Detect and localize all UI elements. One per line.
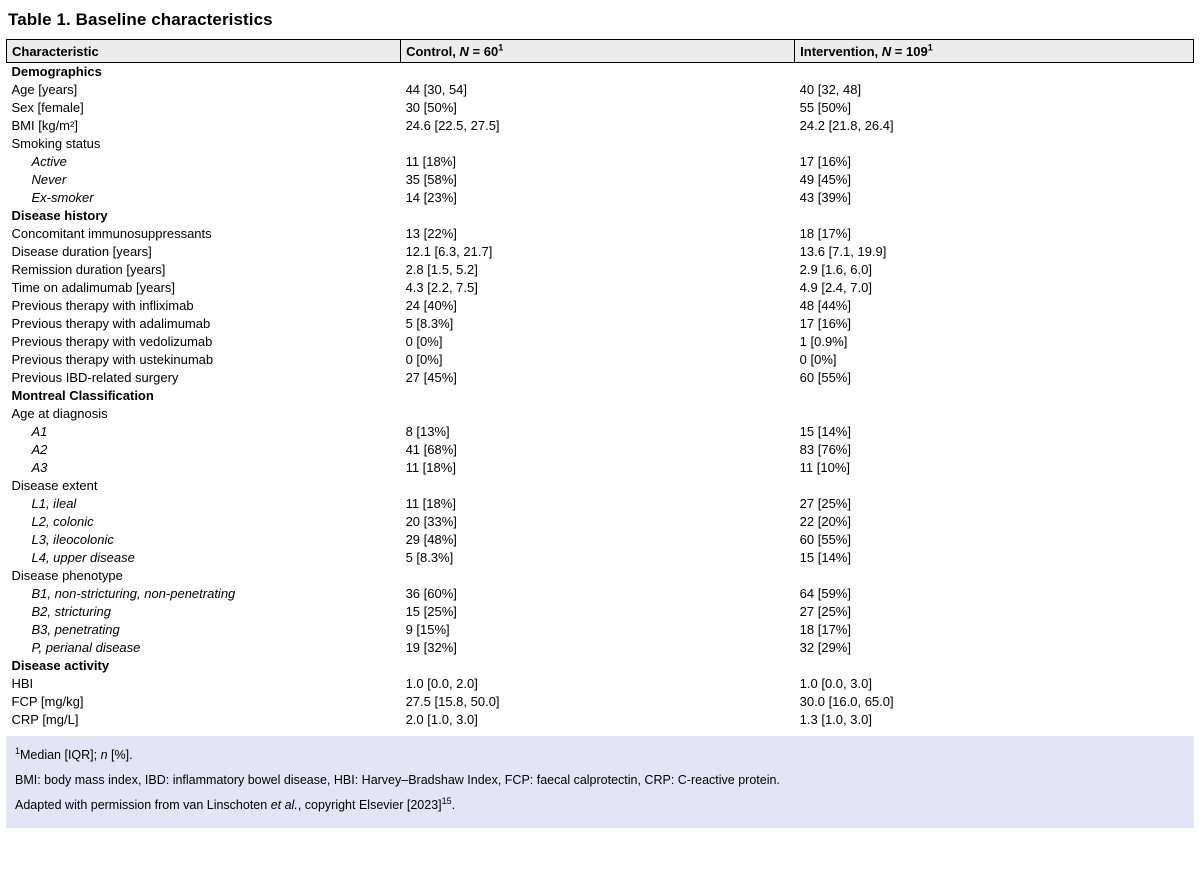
intervention-value: 13.6 [7.1, 19.9] xyxy=(799,244,887,259)
table-row xyxy=(7,387,1194,405)
control-value: 8 [13%] xyxy=(405,424,450,439)
table-row xyxy=(7,279,1194,297)
intervention-value: 40 [32, 48] xyxy=(799,82,862,97)
control-value: 2.8 [1.5, 5.2] xyxy=(405,262,478,277)
table-row xyxy=(7,603,1194,621)
intervention-value: 18 [17%] xyxy=(799,226,851,241)
table-row xyxy=(7,711,1194,729)
row-label: Never xyxy=(31,172,67,187)
table-body xyxy=(7,63,1194,729)
row-label: A2 xyxy=(31,442,48,457)
table-row xyxy=(7,549,1194,567)
row-label: Previous therapy with infliximab xyxy=(11,298,194,313)
table-row xyxy=(7,693,1194,711)
row-label: Remission duration [years] xyxy=(11,262,166,277)
intervention-value: 48 [44%] xyxy=(799,298,851,313)
table-row xyxy=(7,333,1194,351)
table-row xyxy=(7,675,1194,693)
intervention-value: 64 [59%] xyxy=(799,586,851,601)
control-value: 44 [30, 54] xyxy=(405,82,468,97)
control-value: 4.3 [2.2, 7.5] xyxy=(405,280,478,295)
intervention-value: 83 [76%] xyxy=(799,442,851,457)
control-value: 0 [0%] xyxy=(405,334,443,349)
intervention-value xyxy=(795,207,1194,225)
control-value xyxy=(401,567,795,585)
intervention-value: 43 [39%] xyxy=(799,190,851,205)
row-label: Previous therapy with adalimumab xyxy=(11,316,211,331)
table-title: Table 1. Baseline characteristics xyxy=(8,10,273,29)
table-row xyxy=(7,657,1194,675)
control-value: 27.5 [15.8, 50.0] xyxy=(405,694,500,709)
table-row xyxy=(7,315,1194,333)
control-value xyxy=(401,387,795,405)
intervention-value: 1.3 [1.0, 3.0] xyxy=(799,712,872,727)
table-row xyxy=(7,207,1194,225)
control-value: 12.1 [6.3, 21.7] xyxy=(405,244,493,259)
table-row xyxy=(7,531,1194,549)
intervention-value: 32 [29%] xyxy=(799,640,851,655)
control-value xyxy=(401,657,795,675)
control-value: 24.6 [22.5, 27.5] xyxy=(405,118,500,133)
row-label: Previous therapy with vedolizumab xyxy=(11,334,213,349)
row-label: P, perianal disease xyxy=(31,640,141,655)
row-label: Disease activity xyxy=(11,658,110,673)
table-row xyxy=(7,153,1194,171)
intervention-value: 4.9 [2.4, 7.0] xyxy=(799,280,872,295)
control-value: 1.0 [0.0, 2.0] xyxy=(405,676,478,691)
table-row xyxy=(7,81,1194,99)
control-value: 30 [50%] xyxy=(405,100,457,115)
table-header-row xyxy=(7,40,1194,63)
control-value: 36 [60%] xyxy=(405,586,457,601)
table-row xyxy=(7,243,1194,261)
table-row xyxy=(7,189,1194,207)
intervention-value: 24.2 [21.8, 26.4] xyxy=(799,118,894,133)
row-label: A3 xyxy=(31,460,48,475)
footnote-marker: 15 xyxy=(441,795,452,806)
control-value: 35 [58%] xyxy=(405,172,457,187)
intervention-value: 1.0 [0.0, 3.0] xyxy=(799,676,872,691)
row-label: Previous therapy with ustekinumab xyxy=(11,352,214,367)
row-label: A1 xyxy=(31,424,48,439)
control-value: 29 [48%] xyxy=(405,532,457,547)
table-row xyxy=(7,99,1194,117)
intervention-value xyxy=(795,477,1194,495)
footnote-median-iqr: $^1$Median [IQR]; n [%]. xyxy=(15,745,133,762)
row-label: Concomitant immunosuppressants xyxy=(11,226,212,241)
row-label: Previous IBD-related surgery xyxy=(11,370,179,385)
row-label: L4, upper disease xyxy=(31,550,135,565)
table-row xyxy=(7,513,1194,531)
footnote-marker: 1 xyxy=(927,42,933,53)
control-value: 11 [18%] xyxy=(405,460,456,475)
table-row xyxy=(7,171,1194,189)
intervention-value xyxy=(795,405,1194,423)
row-label: B1, non-stricturing, non-penetrating xyxy=(31,586,236,601)
control-value xyxy=(401,405,795,423)
control-value: 0 [0%] xyxy=(405,352,443,367)
row-label: HBI xyxy=(11,676,34,691)
row-label: CRP [mg/L] xyxy=(11,712,79,727)
intervention-value: 60 [55%] xyxy=(799,370,851,385)
intervention-value: 15 [14%] xyxy=(799,550,851,565)
intervention-value: 30.0 [16.0, 65.0] xyxy=(799,694,894,709)
table-row xyxy=(7,135,1194,153)
table-row xyxy=(7,495,1194,513)
table-row xyxy=(7,459,1194,477)
row-label: Age at diagnosis xyxy=(11,406,108,421)
intervention-value: 27 [25%] xyxy=(799,496,851,511)
table-row xyxy=(7,441,1194,459)
row-label: Ex-smoker xyxy=(31,190,94,205)
table-row xyxy=(7,63,1194,81)
control-value: 24 [40%] xyxy=(405,298,457,313)
control-value: 11 [18%] xyxy=(405,154,456,169)
intervention-value xyxy=(795,135,1194,153)
footnote-marker: 1 xyxy=(15,745,21,756)
row-label: Montreal Classification xyxy=(11,388,154,403)
intervention-value: 15 [14%] xyxy=(799,424,851,439)
row-label: B2, stricturing xyxy=(31,604,111,619)
control-value: 20 [33%] xyxy=(405,514,457,529)
table-row xyxy=(7,261,1194,279)
intervention-value xyxy=(795,387,1194,405)
table-footnotes xyxy=(6,736,1194,828)
control-value xyxy=(401,477,795,495)
intervention-value: 55 [50%] xyxy=(799,100,851,115)
table-row xyxy=(7,405,1194,423)
control-value xyxy=(401,207,795,225)
row-label: Disease duration [years] xyxy=(11,244,152,259)
row-label: Demographics xyxy=(11,64,102,80)
row-label: BMI [kg/m²] xyxy=(11,118,78,133)
intervention-value: 27 [25%] xyxy=(799,604,851,619)
intervention-value: 2.9 [1.6, 6.0] xyxy=(799,262,872,277)
baseline-characteristics-table xyxy=(6,39,1194,729)
row-label: Sex [female] xyxy=(11,100,84,115)
table-row xyxy=(7,297,1194,315)
table-row xyxy=(7,477,1194,495)
intervention-value: 17 [16%] xyxy=(799,316,851,331)
footnote-abbreviations: BMI: body mass index, IBD: inflammatory bowel disease, HBI: Harvey–Bradshaw Index, FCP: faecal calprotectin, CRP: C-reactive protein. xyxy=(15,772,780,787)
row-label: Disease extent xyxy=(11,478,98,493)
control-value: 11 [18%] xyxy=(405,496,456,511)
table-row xyxy=(7,621,1194,639)
control-value: 9 [15%] xyxy=(405,622,450,637)
control-value xyxy=(401,63,795,81)
footnote-attribution: Adapted with permission from van Linschoten et al., copyright Elsevier $[2023]^{15}$. xyxy=(15,795,456,812)
intervention-value: 18 [17%] xyxy=(799,622,851,637)
intervention-value xyxy=(795,567,1194,585)
column-header-characteristic: Characteristic xyxy=(7,40,401,63)
control-value xyxy=(401,135,795,153)
column-header-intervention: Intervention, $N = 109^1$ xyxy=(795,40,1194,63)
intervention-value: 49 [45%] xyxy=(799,172,851,187)
intervention-value xyxy=(795,657,1194,675)
row-label: Disease phenotype xyxy=(11,568,123,583)
control-value: 27 [45%] xyxy=(405,370,457,385)
row-label: Smoking status xyxy=(11,136,101,151)
control-value: 2.0 [1.0, 3.0] xyxy=(405,712,478,727)
intervention-value: 60 [55%] xyxy=(799,532,851,547)
intervention-value: 1 [0.9%] xyxy=(799,334,848,349)
row-label: B3, penetrating xyxy=(31,622,120,637)
row-label: Age [years] xyxy=(11,82,78,97)
row-label: Active xyxy=(31,154,67,169)
table-row xyxy=(7,423,1194,441)
control-value: 19 [32%] xyxy=(405,640,457,655)
intervention-value: 0 [0%] xyxy=(799,352,837,367)
row-label: L3, ileocolonic xyxy=(31,532,114,547)
row-label: FCP [mg/kg] xyxy=(11,694,84,709)
column-header-control: Control, $N = 60^1$ xyxy=(401,40,795,63)
intervention-value: 22 [20%] xyxy=(799,514,851,529)
control-value: 5 [8.3%] xyxy=(405,316,454,331)
control-value: 14 [23%] xyxy=(405,190,457,205)
table-row xyxy=(7,585,1194,603)
table-row xyxy=(7,225,1194,243)
table-row xyxy=(7,639,1194,657)
intervention-value: 17 [16%] xyxy=(799,154,851,169)
row-label: L1, ileal xyxy=(31,496,77,511)
row-label: Disease history xyxy=(11,208,108,223)
control-value: 41 [68%] xyxy=(405,442,457,457)
intervention-value: 11 [10%] xyxy=(799,460,851,475)
table-row xyxy=(7,117,1194,135)
control-value: 5 [8.3%] xyxy=(405,550,454,565)
intervention-value xyxy=(795,63,1194,81)
row-label: Time on adalimumab [years] xyxy=(11,280,176,295)
table-row xyxy=(7,369,1194,387)
table-row xyxy=(7,567,1194,585)
table-row xyxy=(7,351,1194,369)
control-value: 15 [25%] xyxy=(405,604,457,619)
footnote-marker: 1 xyxy=(498,42,504,53)
control-value: 13 [22%] xyxy=(405,226,457,241)
row-label: L2, colonic xyxy=(31,514,94,529)
